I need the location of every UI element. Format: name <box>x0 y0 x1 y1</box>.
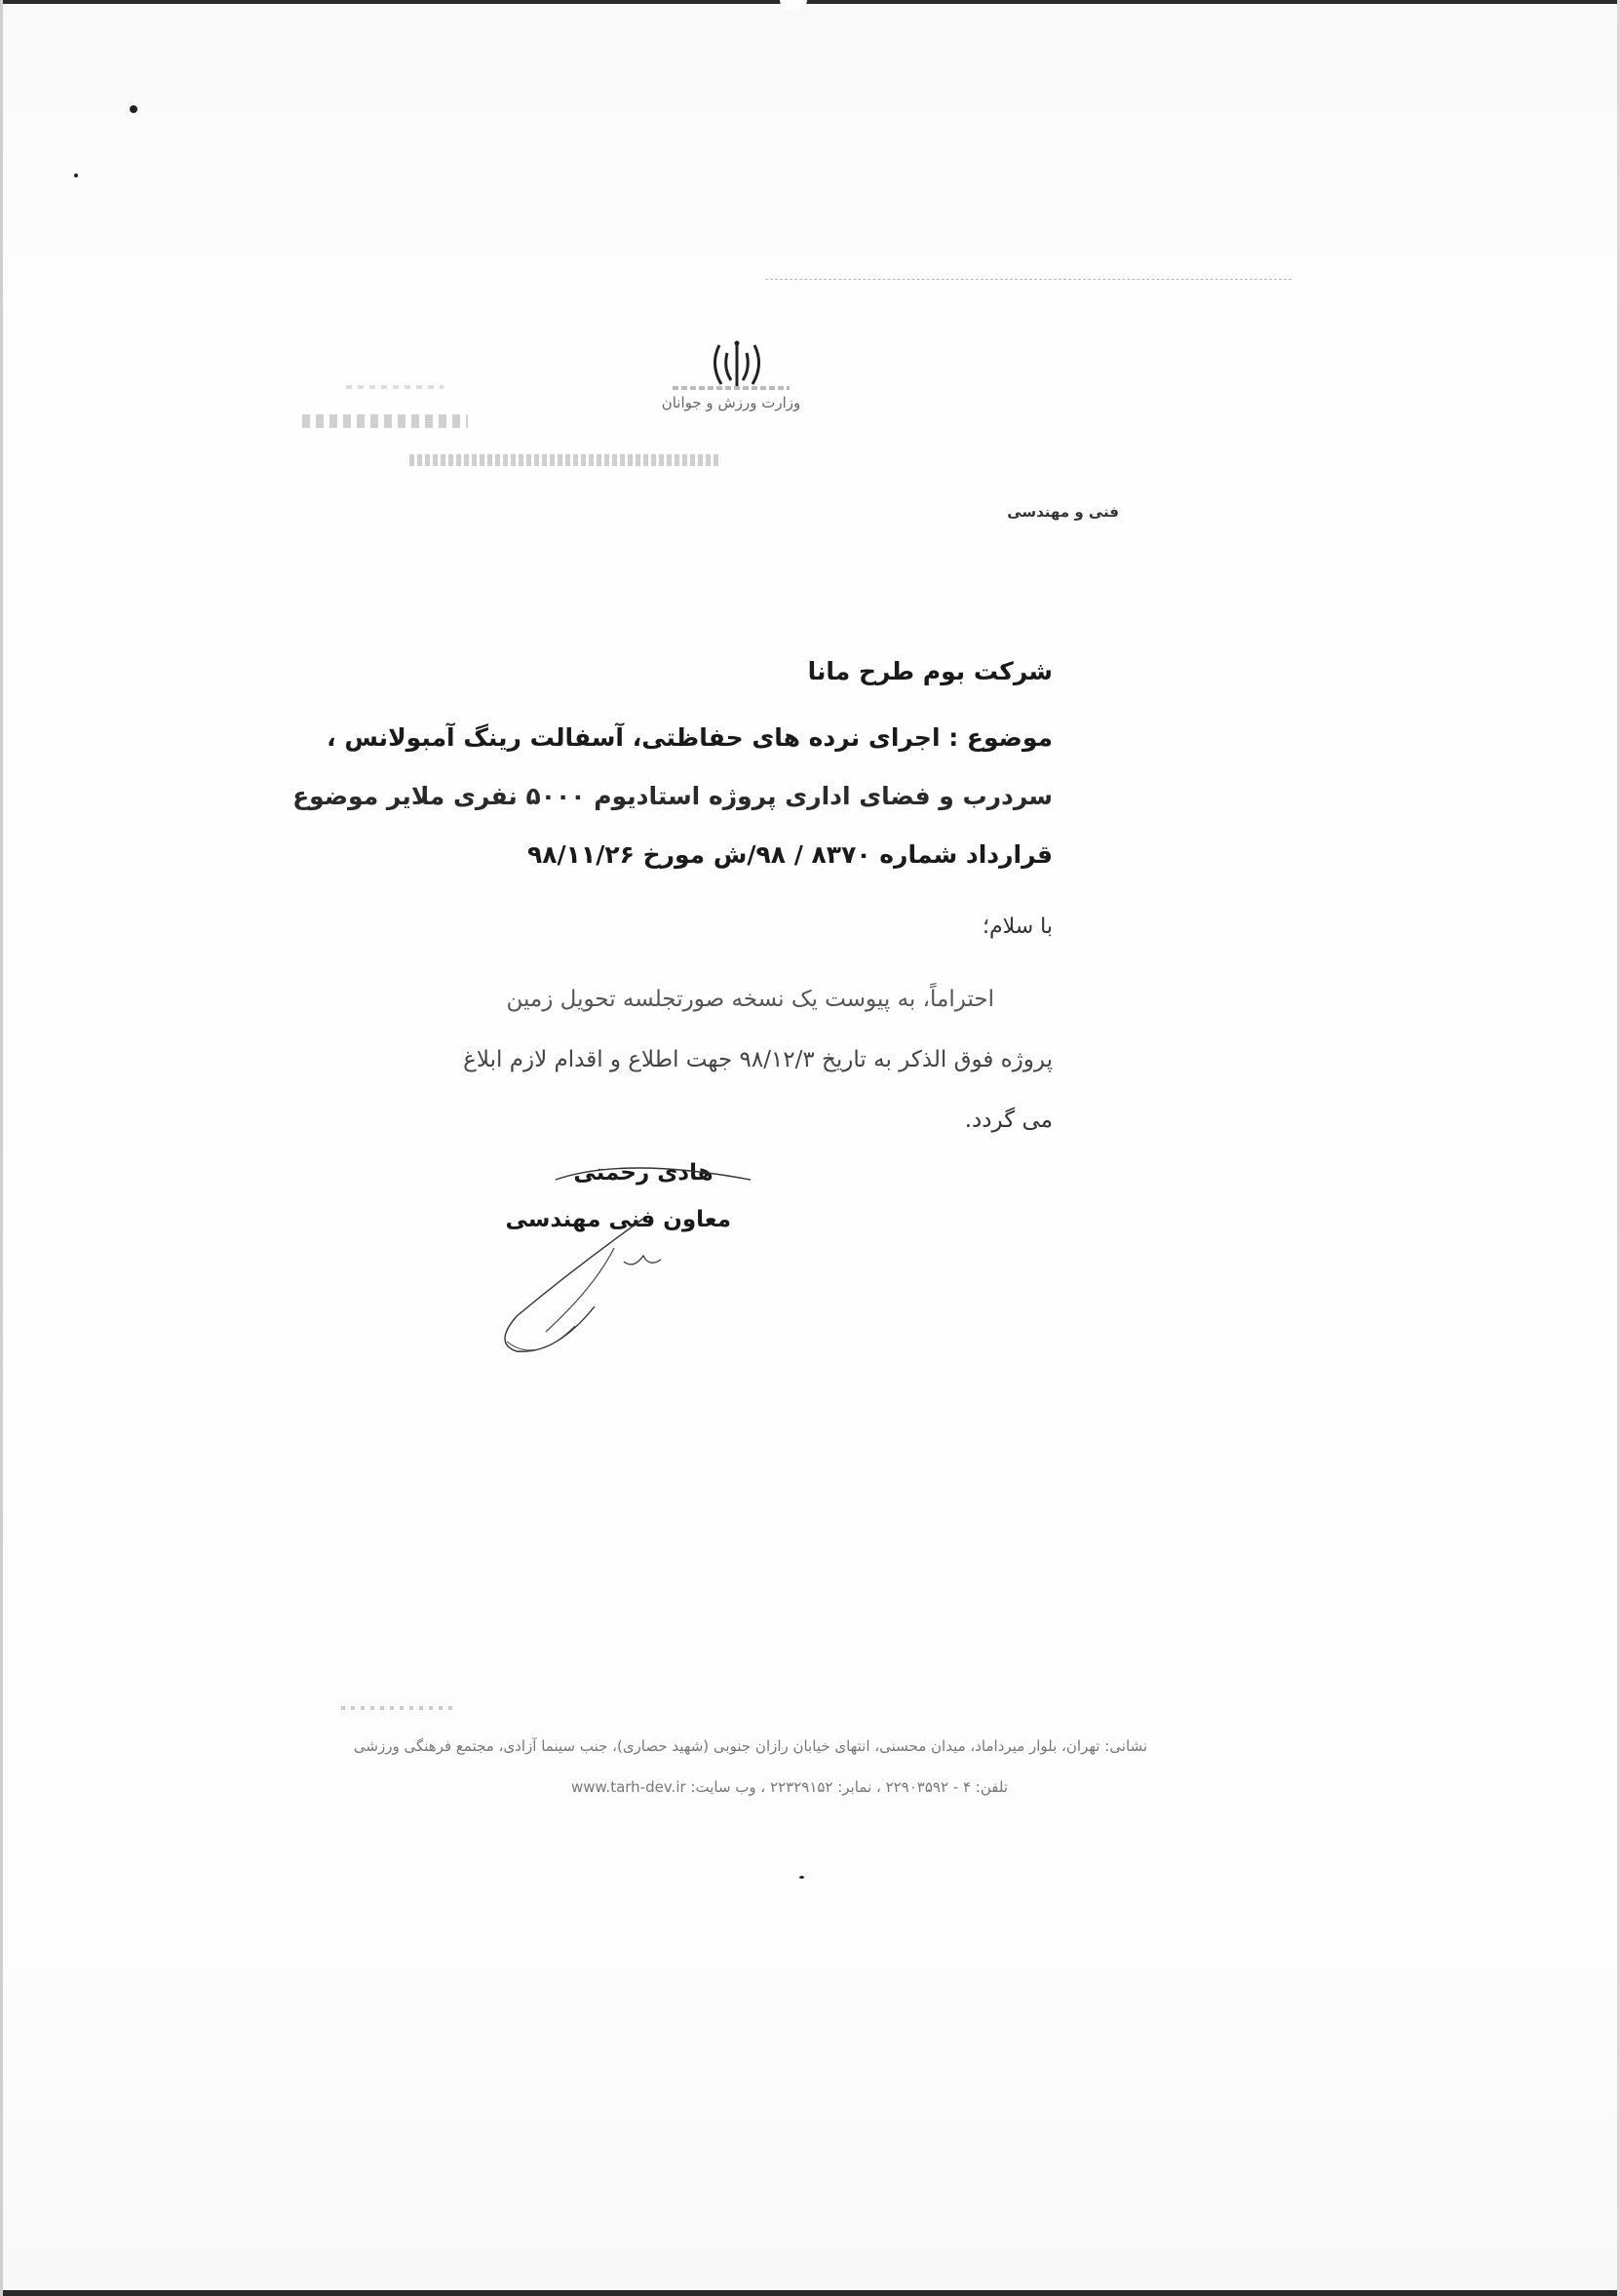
subject-line: سردرب و فضای اداری پروژه استادیوم ۵۰۰۰ نفری ملایر موضوع <box>292 782 1053 810</box>
signatory-name: هادی رحمتی <box>573 1160 714 1186</box>
footer-contact: تلفن: ۴ - ۲۲۹۰۳۵۹۲ ، نمابر: ۲۲۳۲۹۱۵۲ ، وب سایت: www.tarh-dev.ir <box>571 1778 1008 1796</box>
scan-left-edge <box>0 0 3 2296</box>
faded-meta-line <box>302 414 468 428</box>
faded-meta-line <box>346 385 444 389</box>
iran-emblem-icon <box>706 337 768 392</box>
body-line: پروژه فوق الذکر به تاریخ ۹۸/۱۲/۳ جهت اطلاع و اقدام لازم ابلاغ <box>463 1047 1053 1072</box>
body-line: می گردد. <box>964 1108 1053 1133</box>
scan-notch <box>780 0 807 10</box>
subject-line: موضوع : اجرای نرده های حفاظتی، آسفالت رینگ آمبولانس ، <box>327 723 1053 752</box>
greeting: با سلام؛ <box>983 915 1053 939</box>
scan-bottom-edge <box>0 2290 1620 2296</box>
body-line: احتراماً، به پیوست یک نسخه صورتجلسه تحویل زمین <box>506 987 994 1012</box>
scan-speck <box>799 1876 804 1879</box>
ministry-subtitle <box>673 386 790 390</box>
ministry-name: وزارت ورزش و جوانان <box>661 394 801 411</box>
faded-meta-line <box>409 454 721 466</box>
faded-meta-line <box>341 1706 458 1710</box>
footer-address: نشانی: تهران، بلوار میرداماد، میدان محسنی، انتهای خیابان رازان جنوبی (شهید حصاری)، جنب سینما آزادی، مجتمع فرهنگی ورزشی <box>353 1737 1148 1755</box>
subject-line: قرارداد شماره ۸۳۷۰ / ۹۸/ش مورخ ۹۸/۱۱/۲۶ <box>527 840 1053 869</box>
scan-speck <box>130 105 137 113</box>
scan-speck <box>74 174 78 177</box>
department-label: فنی و مهندسی <box>1007 503 1119 521</box>
handwritten-signature <box>487 1160 780 1375</box>
recipient-name: شرکت بوم طرح مانا <box>807 657 1053 685</box>
scan-top-edge <box>0 0 1620 4</box>
header-divider <box>765 279 1292 280</box>
signatory-title: معاون فنی مهندسی <box>505 1207 731 1232</box>
